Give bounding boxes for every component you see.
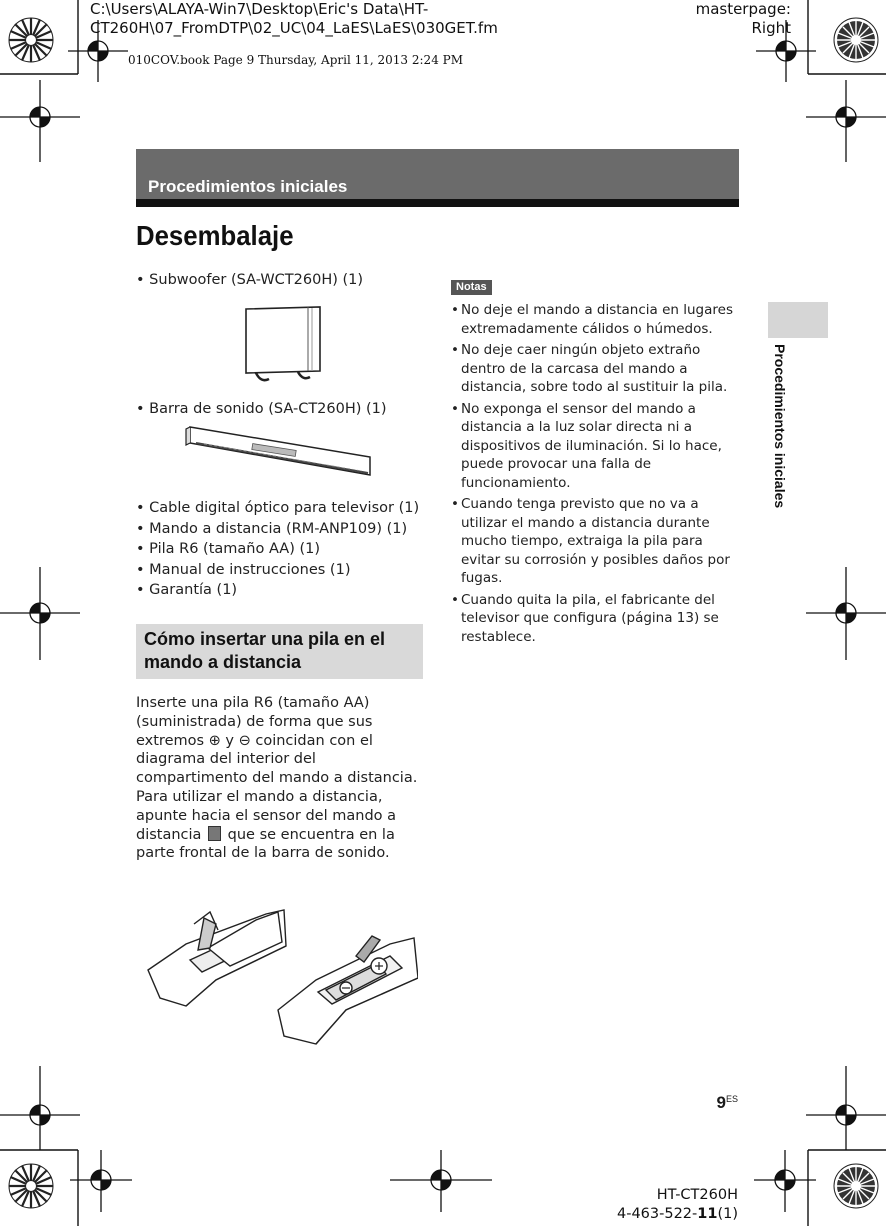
side-tab-label: Procedimientos iniciales: [772, 344, 788, 509]
note-item: • No deje caer ningún objeto extraño dentro de la carcasa del mando a distancia, sobre todo al sustituir la pila.: [451, 341, 741, 397]
sound-bar-illustration: [182, 423, 376, 483]
model-info: [617, 1186, 738, 1224]
part-suffix: (1): [717, 1206, 738, 1222]
item-battery: • Pila R6 (tamaño AA) (1): [136, 539, 426, 560]
battery-instructions: [136, 694, 421, 863]
page-number: [717, 1093, 738, 1113]
item-manual: • Manual de instrucciones (1): [136, 560, 426, 581]
item-sound-bar: • Barra de sonido (SA-CT260H) (1): [136, 399, 426, 420]
notes-badge: Notas: [451, 280, 492, 295]
notes-list: [451, 301, 741, 649]
item-optical-cable: • Cable digital óptico para televisor (1): [136, 498, 426, 519]
note-item: • No exponga el sensor del mando a distancia a la luz solar directa ni a dispositivos de iluminación. Si lo hace, puede provocar una falla de funcionamiento.: [451, 400, 741, 493]
battery-heading: Cómo insertar una pila en el mando a distancia: [136, 624, 423, 679]
battery-text-2: que se encuentra en la parte frontal de la barra de sonido.: [136, 826, 395, 862]
part-number: [617, 1205, 738, 1224]
file-path: C:\Users\ALAYA-Win7\Desktop\Eric's Data\HT-CT260H\07_FromDTP\02_UC\04_LaES\LaES\030GET.fm: [90, 0, 498, 37]
item-warranty: • Garantía (1): [136, 580, 426, 601]
battery-text-1: Inserte una pila R6 (tamaño AA) (suministrada) de forma que sus extremos ⊕ y ⊖ coincidan con el diagrama del interior del compartimento del mando a distancia. Para utilizar el mando a distancia, apunte hacia el sensor del mando a distancia: [136, 695, 418, 843]
note-item: • Cuando quita la pila, el fabricante del televisor que configura (página 13) se restablece.: [451, 591, 741, 647]
part-bold: 11: [697, 1206, 718, 1222]
subwoofer-illustration: [236, 303, 326, 387]
section-banner: Procedimientos iniciales: [136, 149, 739, 207]
page-title: Desembalaje: [136, 220, 294, 251]
item-remote: • Mando a distancia (RM-ANP109) (1): [136, 519, 426, 540]
note-item: • No deje el mando a distancia en lugares extremadamente cálidos o húmedos.: [451, 301, 741, 338]
model-number: HT-CT260H: [656, 1187, 738, 1203]
page-lang-suffix: ES: [725, 1094, 738, 1104]
book-info: 010COV.book Page 9 Thursday, April 11, 2013 2:24 PM: [128, 53, 464, 67]
note-item: • Cuando tenga previsto que no va a utilizar el mando a distancia durante mucho tiempo, extraiga la pila para evitar su corrosión y posibles daños por fugas.: [451, 495, 741, 588]
side-thumb-tab: [768, 302, 828, 338]
page-number-value: 9: [716, 1093, 726, 1112]
remote-sensor-icon: [208, 826, 221, 841]
part-prefix: 4-463-522-: [616, 1206, 698, 1222]
item-subwoofer: • Subwoofer (SA-WCT260H) (1): [136, 270, 426, 291]
remote-battery-illustration: [146, 900, 418, 1045]
masterpage-label: masterpage: Right: [695, 0, 791, 37]
